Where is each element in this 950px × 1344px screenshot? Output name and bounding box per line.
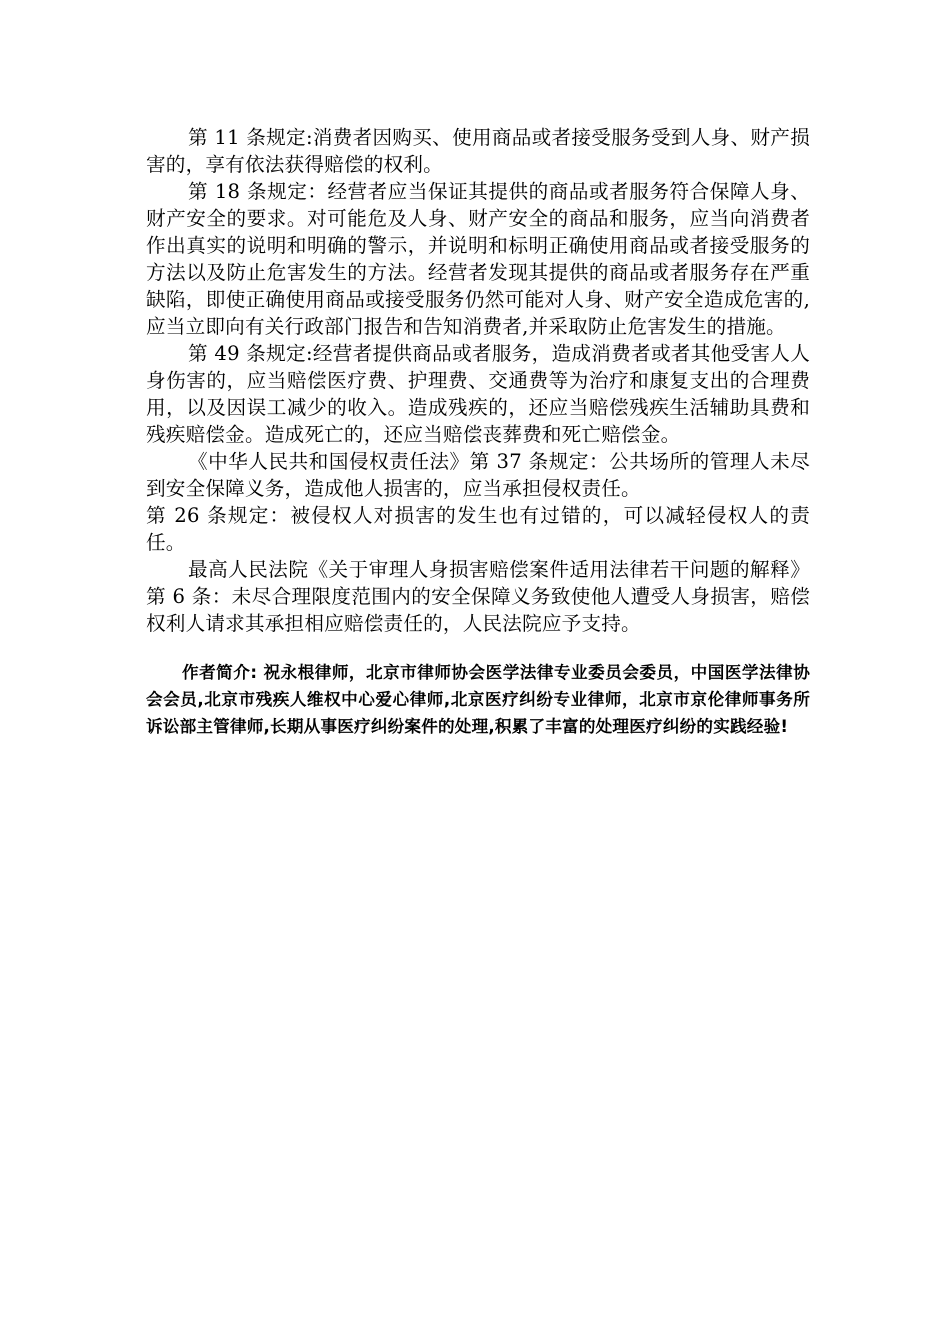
author-bio: 作者简介: 祝永根律师，北京市律师协会医学法律专业委员会委员，中国医学法律协会会员,北京市残疾人维权中心爱心律师,北京医疗纠纷专业律师，北京市京伦律师事务所诉讼部主管律师,长期从事医疗纠纷案件的处理,积累了丰富的处理医疗纠纷的实践经验! [146, 663, 810, 736]
paragraph-article-26: 第 26 条规定：被侵权人对损害的发生也有过错的，可以减轻侵权人的责任。 [146, 504, 810, 554]
paragraph-supreme-court-interpretation: 最高人民法院《关于审理人身损害赔偿案件适用法律若干问题的解释》第 6 条：未尽合理限度范围内的安全保障义务致使他人遭受人身损害，赔偿权利人请求其承担相应赔偿责任的，人民法院应予支持。 [146, 558, 810, 635]
paragraph-article-18: 第 18 条规定：经营者应当保证其提供的商品或者服务符合保障人身、财产安全的要求。对可能危及人身、财产安全的商品和服务，应当向消费者作出真实的说明和明确的警示，并说明和标明正确使用商品或者接受服务的方法以及防止危害发生的方法。经营者发现其提供的商品或者服务存在严重缺陷，即使正确使用商品或接受服务仍然可能对人身、财产安全造成危害的,应当立即向有关行政部门报告和告知消费者,并采取防止危害发生的措施。 [146, 180, 810, 338]
paragraph-article-11: 第 11 条规定:消费者因购买、使用商品或者接受服务受到人身、财产损害的，享有依法获得赔偿的权利。 [146, 126, 810, 176]
paragraph-article-49: 第 49 条规定:经营者提供商品或者服务，造成消费者或者其他受害人人身伤害的，应当赔偿医疗费、护理费、交通费等为治疗和康复支出的合理费用，以及因误工减少的收入。造成残疾的，还应当赔偿残疾生活辅助具费和残疾赔偿金。造成死亡的，还应当赔偿丧葬费和死亡赔偿金。 [146, 342, 810, 446]
document-page [146, 124, 810, 757]
paragraph-tort-law-article-37: 《中华人民共和国侵权责任法》第 37 条规定：公共场所的管理人未尽到安全保障义务，造成他人损害的，应当承担侵权责任。 [146, 450, 810, 500]
